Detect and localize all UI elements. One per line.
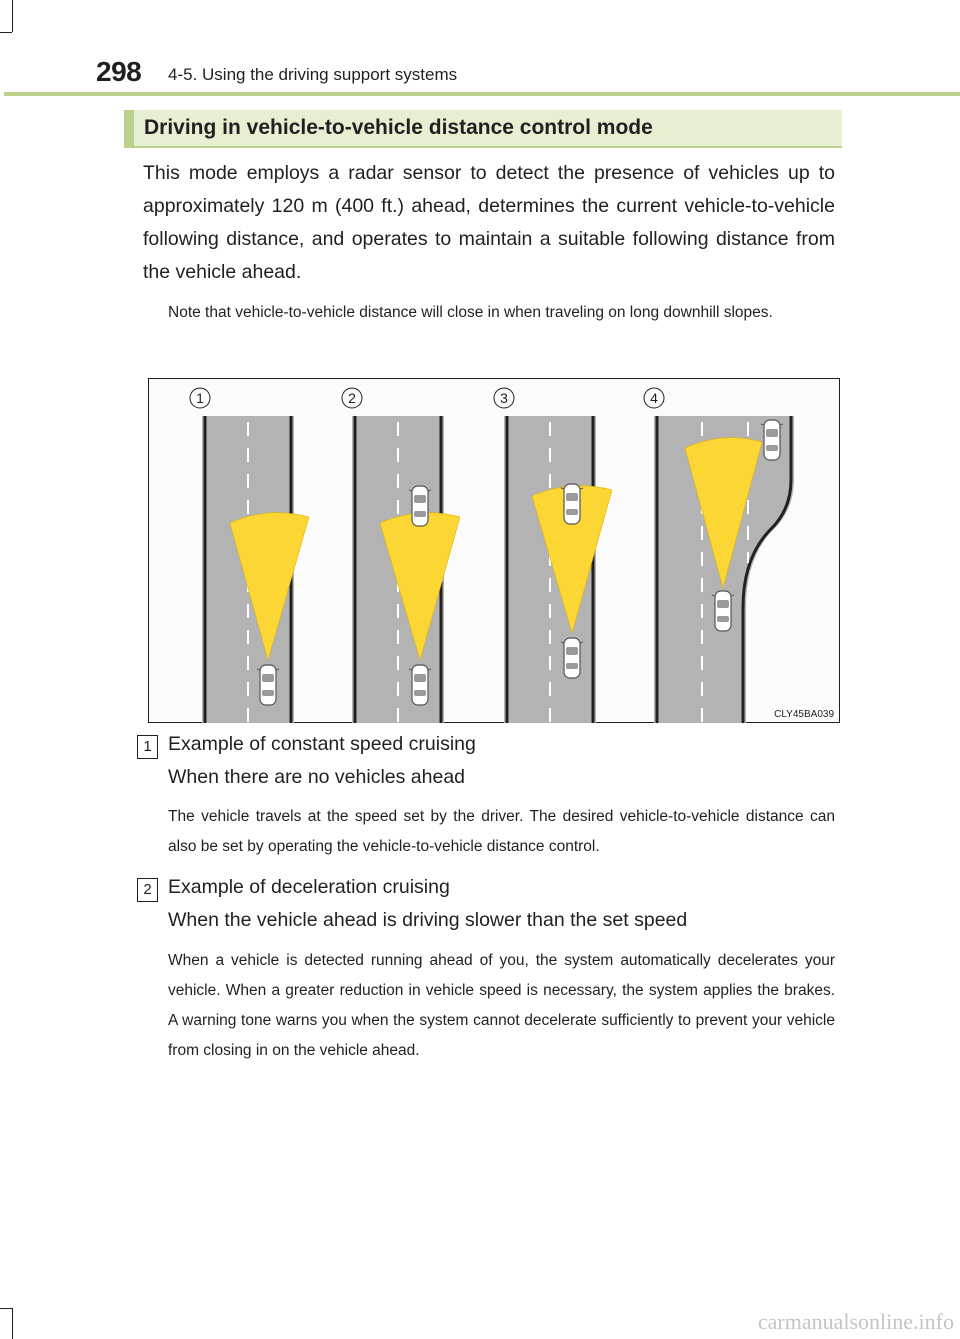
- own-car-3: [561, 638, 583, 678]
- crop-mark-top-left-h: [0, 32, 12, 33]
- note-paragraph: Note that vehicle-to-vehicle distance will close in when traveling on long downhill slopes.: [168, 304, 773, 321]
- section-title: 4-5. Using the driving support systems: [168, 65, 458, 84]
- crop-mark-bottom-left-h: [0, 1308, 12, 1309]
- heading-accent: [124, 110, 134, 148]
- item-number-2: 2: [137, 878, 158, 902]
- item-number-1: 1: [137, 735, 158, 759]
- watermark: carmanualsonline.info: [757, 1309, 954, 1334]
- own-car-4: [712, 591, 734, 631]
- merging-car-4: [761, 420, 783, 460]
- item-2-title-line1: Example of deceleration cruising: [168, 876, 450, 898]
- item-1-body: The vehicle travels at the speed set by the driver. The desired vehicle-to-vehicle distance can also be set by operating the vehicle-to-vehicle distance control.: [168, 808, 835, 855]
- intro-paragraph: This mode employs a radar sensor to detect the presence of vehicles up to approximately 120 m (400 ft.) ahead, determines the current vehicle-to-vehicle following distance, and operates to maintain a suitable following distance from the vehicle ahead.: [143, 162, 835, 283]
- item-2-title-line2: When the vehicle ahead is driving slower than the set speed: [168, 909, 688, 931]
- svg-text:1: 1: [196, 390, 204, 406]
- item-1-title-line1: Example of constant speed cruising: [168, 733, 476, 755]
- car-ahead-2: [409, 486, 431, 526]
- scene-2: [352, 416, 460, 723]
- svg-text:3: 3: [500, 390, 508, 406]
- crop-mark-top-left-v: [12, 0, 13, 32]
- scene-3: [504, 416, 612, 723]
- heading-underline: [124, 146, 842, 148]
- crop-mark-bottom-left-v: [12, 1308, 13, 1339]
- page-header: [0, 52, 960, 92]
- own-car-1: [257, 665, 279, 705]
- svg-text:2: 2: [348, 390, 356, 406]
- car-ahead-3: [561, 484, 583, 524]
- heading-text: Driving in vehicle-to-vehicle distance control mode: [144, 116, 653, 139]
- section-heading: [124, 110, 842, 148]
- item-2-body: When a vehicle is detected running ahead of you, the system automatically decelerates your vehicle. When a greater reduction in vehicle speed is necessary, the system applies the brakes. A warning tone warns you when the system cannot decelerate sufficiently to prevent your vehicle from closing in on the vehicle ahead.: [168, 952, 835, 1059]
- page-number: 298: [96, 56, 142, 87]
- own-car-2: [409, 665, 431, 705]
- header-rule: [4, 92, 960, 96]
- scene-1: [202, 416, 309, 723]
- svg-text:4: 4: [650, 390, 658, 406]
- figure-code: CLY45BA039: [774, 709, 834, 720]
- item-1-title-line2: When there are no vehicles ahead: [168, 766, 466, 788]
- radar-illustration: [148, 378, 840, 723]
